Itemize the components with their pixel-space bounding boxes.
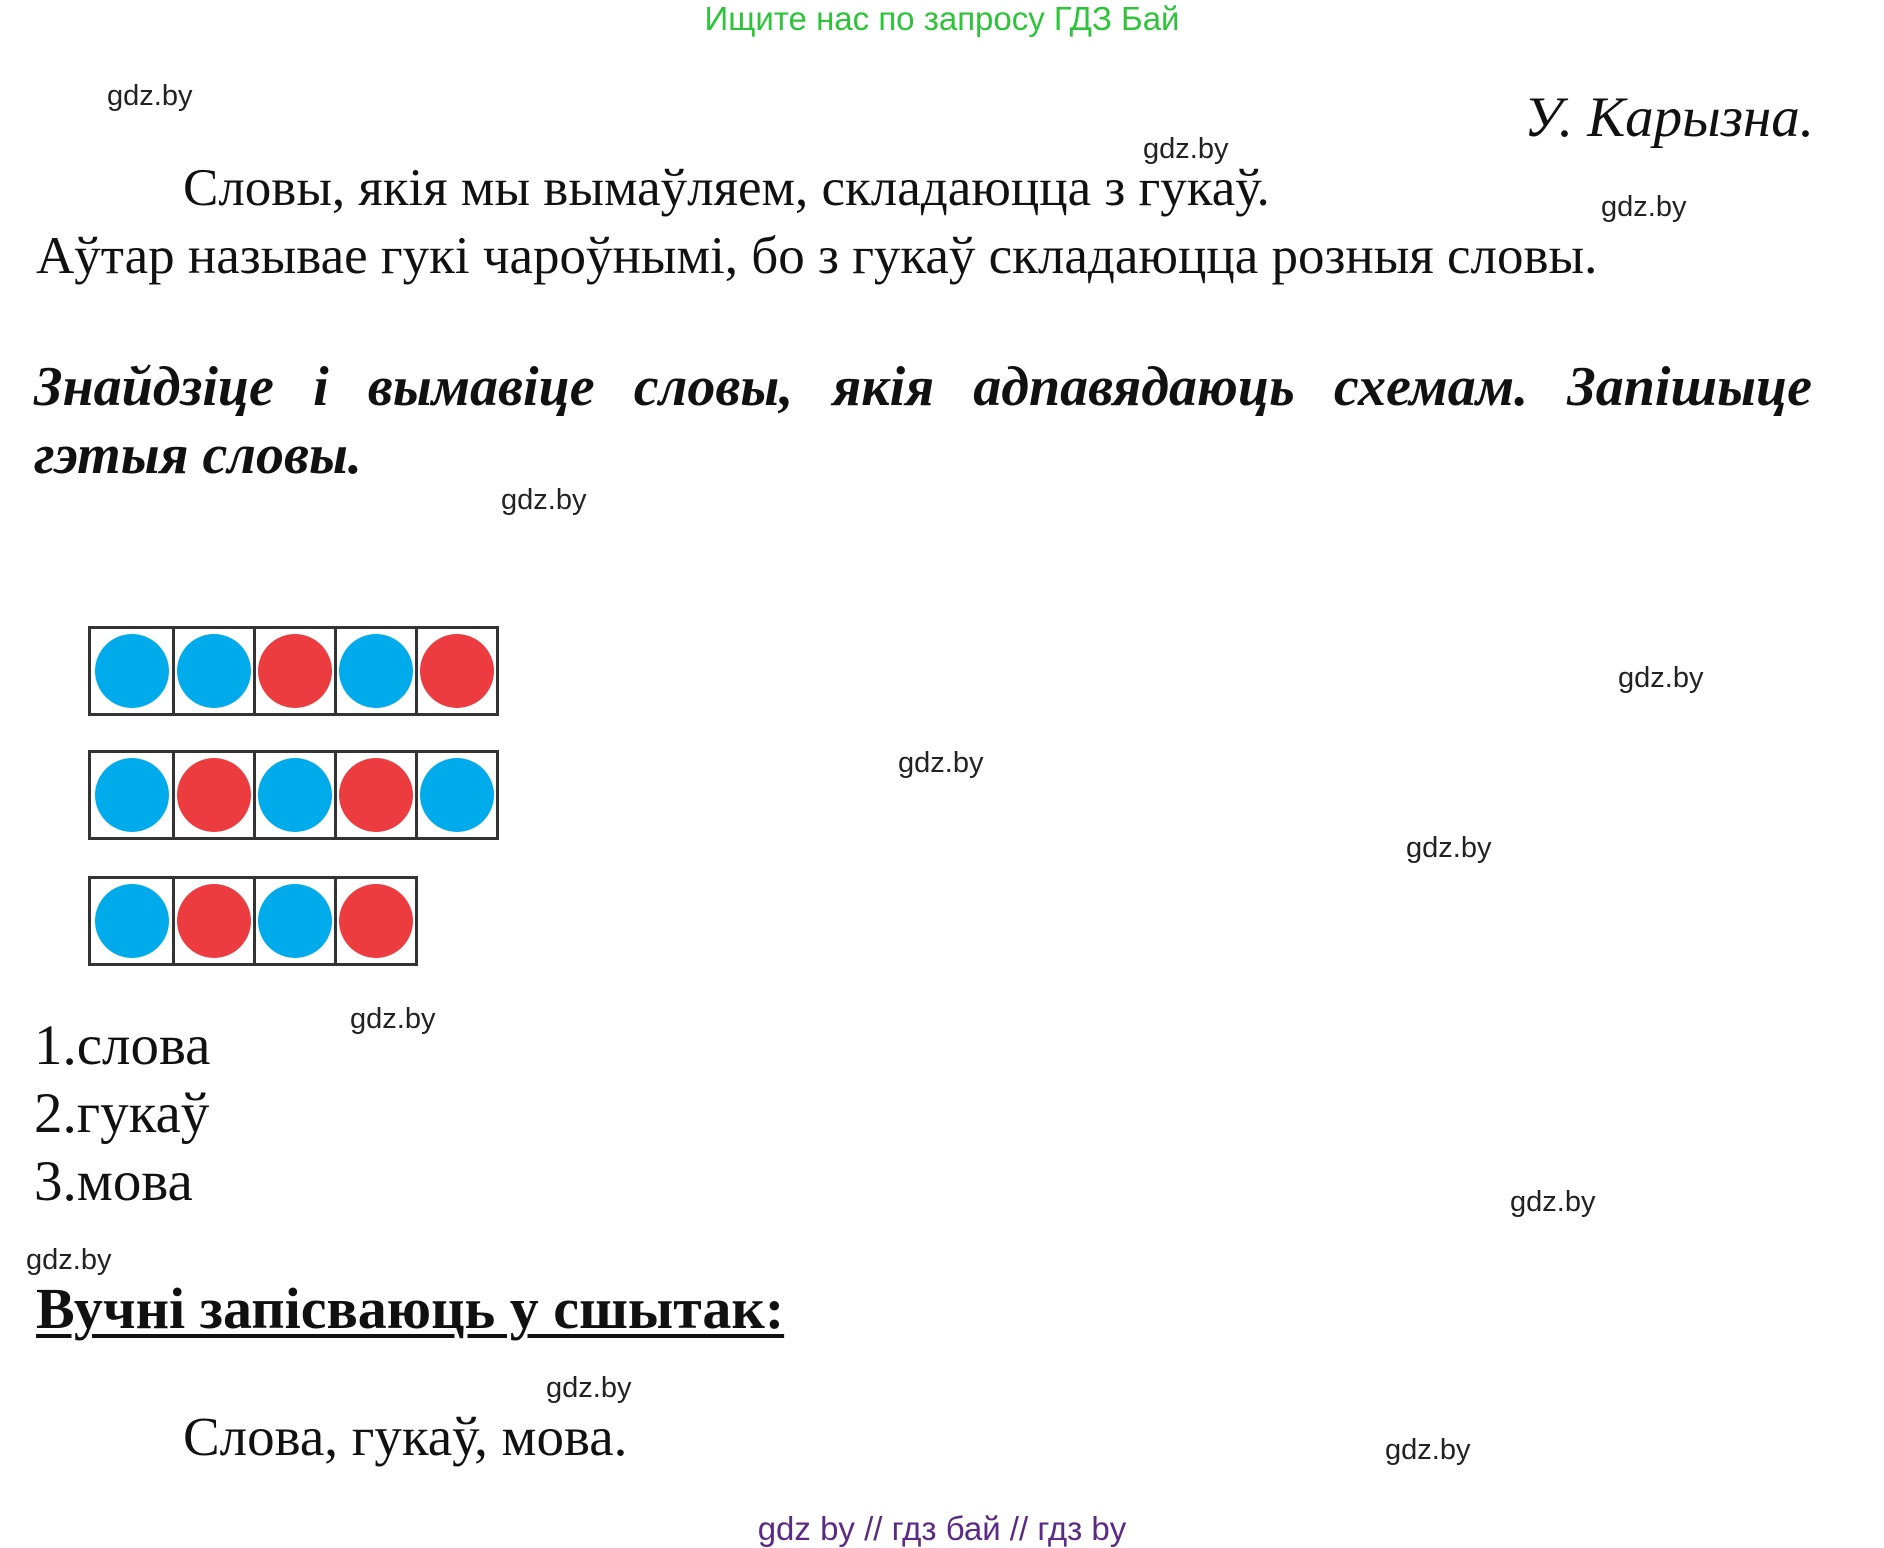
paragraph-1: Словы, якія мы вымаўляем, складаюцца з гукаў.: [183, 159, 1270, 217]
watermark: gdz.by: [898, 747, 984, 779]
watermark: gdz.by: [1601, 191, 1687, 223]
consonant-sound-dot: [95, 884, 169, 958]
scheme-cell: [415, 753, 496, 837]
scheme-cell: [334, 629, 415, 713]
consonant-sound-dot: [420, 758, 494, 832]
vowel-sound-dot: [420, 634, 494, 708]
scheme-cell: [172, 753, 253, 837]
consonant-sound-dot: [339, 634, 413, 708]
watermark: gdz.by: [107, 80, 193, 112]
scheme-cell: [253, 753, 334, 837]
scheme-cell: [172, 629, 253, 713]
watermark: gdz.by: [26, 1244, 112, 1276]
vowel-sound-dot: [339, 758, 413, 832]
scheme-cell: [334, 753, 415, 837]
vowel-sound-dot: [339, 884, 413, 958]
vowel-sound-dot: [177, 758, 251, 832]
vowel-sound-dot: [177, 884, 251, 958]
scheme-cell: [334, 879, 415, 963]
scheme-cell: [172, 879, 253, 963]
consonant-sound-dot: [95, 758, 169, 832]
scheme-cell: [253, 629, 334, 713]
consonant-sound-dot: [95, 634, 169, 708]
watermark: gdz.by: [546, 1372, 632, 1404]
watermark: gdz.by: [501, 484, 587, 516]
consonant-sound-dot: [177, 634, 251, 708]
task-instruction-line-2: гэтыя словы.: [34, 424, 362, 486]
answer-item: 2.гукаў: [34, 1082, 210, 1145]
search-banner: Ищите нас по запросу ГДЗ Бай: [704, 0, 1180, 37]
watermark: gdz.by: [350, 1003, 436, 1035]
answer-item: 1.слова: [34, 1014, 211, 1077]
sound-scheme-3: [88, 876, 418, 966]
watermark: gdz.by: [1385, 1434, 1471, 1466]
consonant-sound-dot: [258, 884, 332, 958]
scheme-cell: [91, 879, 172, 963]
scheme-cell: [253, 879, 334, 963]
paragraph-2: Аўтар называе гукі чароўнымі, бо з гукаў складаюцца розныя словы.: [36, 227, 1598, 285]
consonant-sound-dot: [258, 758, 332, 832]
watermark: gdz.by: [1406, 832, 1492, 864]
notebook-heading: Вучні запісваюць у сшытак:: [36, 1276, 785, 1341]
scheme-cell: [415, 629, 496, 713]
watermark: gdz.by: [1143, 133, 1229, 165]
scheme-cell: [91, 629, 172, 713]
final-text: Слова, гукаў, мова.: [183, 1406, 628, 1467]
watermark: gdz.by: [1510, 1186, 1596, 1218]
watermark: gdz.by: [1618, 662, 1704, 694]
footer-links: gdz by // гдз бай // гдз by: [757, 1510, 1127, 1547]
vowel-sound-dot: [258, 634, 332, 708]
sound-scheme-1: [88, 626, 499, 716]
author-name: У. Карызна.: [1524, 86, 1814, 149]
task-instruction-line-1: Знайдзіце і вымавіце словы, якія адпавядаюць схемам. Запішыце: [34, 356, 1812, 418]
sound-scheme-2: [88, 750, 499, 840]
scheme-cell: [91, 753, 172, 837]
answer-item: 3.мова: [34, 1150, 193, 1213]
